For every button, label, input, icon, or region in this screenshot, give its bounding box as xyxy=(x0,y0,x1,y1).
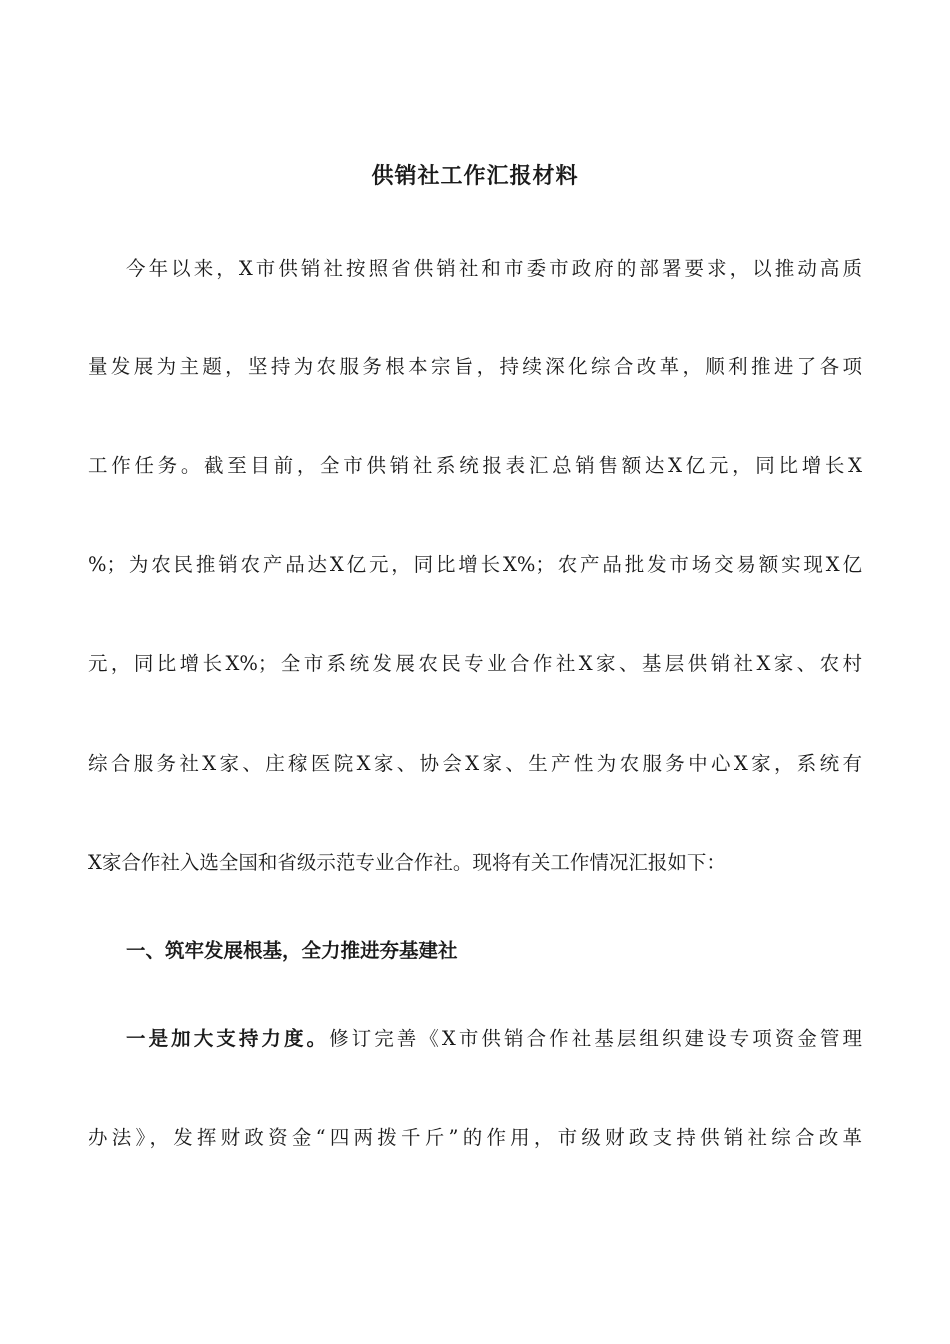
point-line xyxy=(126,1023,862,1055)
point-lead: 一是加大支持力度。 xyxy=(126,1027,330,1050)
document-title: 供销社工作汇报材料 xyxy=(371,163,579,189)
paragraph-line: 量发展为主题，坚持为农服务根本宗旨，持续深化综合改革，顺利推进了各项 xyxy=(88,355,862,378)
paragraph-line: %；为农民推销农产品达X亿元，同比增长X%；农产品批发市场交易额实现X亿 xyxy=(88,553,862,576)
paragraph-line: 元，同比增长X%；全市系统发展农民专业合作社X家、基层供销社X家、农村 xyxy=(88,652,862,675)
point-text: 修订完善《X市供销合作社基层组织建设专项资金管理 xyxy=(329,1027,862,1050)
paragraph-line: 办法》，发挥财政资金“四两拨千斤”的作用，市级财政支持供销社综合改革 xyxy=(88,1126,862,1149)
paragraph-line: X家合作社入选全国和省级示范专业合作社。现将有关工作情况汇报如下： xyxy=(88,851,726,874)
paragraph-line: 综合服务社X家、庄稼医院X家、协会X家、生产性为农服务中心X家，系统有 xyxy=(88,752,862,775)
section-heading: 一、筑牢发展根基，全力推进夯基建社 xyxy=(126,939,458,962)
paragraph-line: 工作任务。截至目前，全市供销社系统报表汇总销售额达X亿元，同比增长X xyxy=(88,454,862,477)
paragraph-line: 今年以来，X市供销社按照省供销社和市委市政府的部署要求，以推动高质 xyxy=(126,257,862,280)
